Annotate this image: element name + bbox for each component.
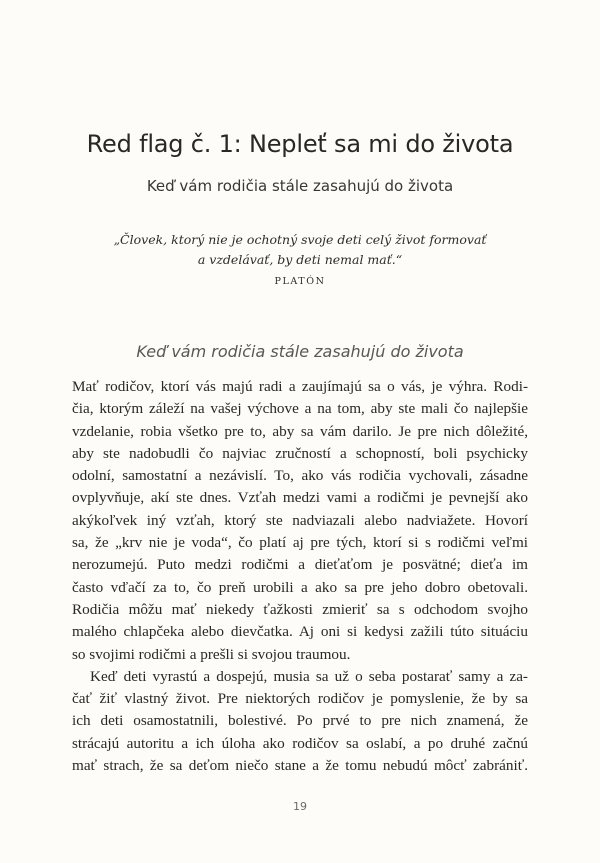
chapter-subtitle: Keď vám rodičia stále zasahujú do života: [146, 177, 454, 195]
text-line: Rodičia môžu mať niekedy ťažkosti zmieriť sa s odchodom svojho: [72, 600, 528, 618]
text-line: mať strach, že sa deťom niečo stane a že tomu nebudú môcť zabrániť.: [72, 757, 528, 775]
page-number: 19: [293, 800, 307, 813]
text-line: často vďačí za to, čo preň urobili a ako sa pre jeho dobro obetovali.: [72, 578, 528, 596]
text-line: akýkoľvek iný vzťah, ktorý ste nadviazali alebo nadviažete. Hovorí: [72, 511, 528, 529]
text-line: vzdelanie, robia všetko pre to, aby sa vám darilo. Je pre nich dôležité,: [72, 422, 528, 440]
text-line: Keď deti vyrastú a dospejú, musia sa už o seba postarať samy a za-: [90, 667, 528, 685]
text-line: aby ste nadobudli čo najviac zručností a schopností, boli psychicky: [72, 444, 528, 462]
body-text: [72, 376, 528, 777]
epigraph-author: PLATÓN: [274, 276, 326, 287]
paragraph: [72, 376, 528, 666]
text-line: odolní, samostatní a nezávislí. To, ako vás rodičia vychovali, zásadne: [72, 467, 528, 485]
text-line: strácajú autoritu a ich úloha ako rodičov sa oslabí, a po druhé začnú: [72, 734, 528, 752]
text-line: Mať rodičov, ktorí vás majú radi a zaujímajú sa o vás, je výhra. Rodi-: [72, 378, 528, 395]
paragraph: [72, 666, 528, 777]
text-line: ich deti osamostatnili, bolestivé. Po prvé to pre nich znamená, že: [72, 712, 528, 730]
epigraph-line: „Človek, ktorý nie je ochotný svoje deti celý život formovať: [113, 232, 487, 247]
text-line: čia, ktorým záleží na vašej výchove a na tom, aby ste mali čo najlepšie: [72, 400, 528, 418]
text-line: nerozumejú. Puto medzi rodičmi a dieťaťom je posvätné; dieťa im: [72, 556, 528, 574]
text-line: malého chlapčeka alebo dievčatka. Aj oni si kedysi zažili túto situáciu: [72, 623, 528, 641]
text-line: so svojimi rodičmi a prešli si svojou traumou.: [72, 645, 351, 663]
epigraph-quote: [80, 230, 520, 270]
chapter-title: Red flag č. 1: Nepleť sa mi do života: [86, 130, 514, 158]
text-line: ovplyvňuje, akí ste dnes. Vzťah medzi vami a rodičmi je pevnejší ako: [72, 489, 528, 507]
section-heading: Keď vám rodičia stále zasahujú do života: [136, 342, 464, 361]
text-line: čať žiť vlastný život. Pre niektorých rodičov je pomyslenie, že by sa: [72, 690, 528, 708]
text-line: sa, že „krv nie je voda“, čo platí aj pre tých, ktorí si s rodičmi veľmi: [72, 534, 528, 552]
epigraph-line: a vzdelávať, by deti nemal mať.“: [197, 252, 403, 267]
